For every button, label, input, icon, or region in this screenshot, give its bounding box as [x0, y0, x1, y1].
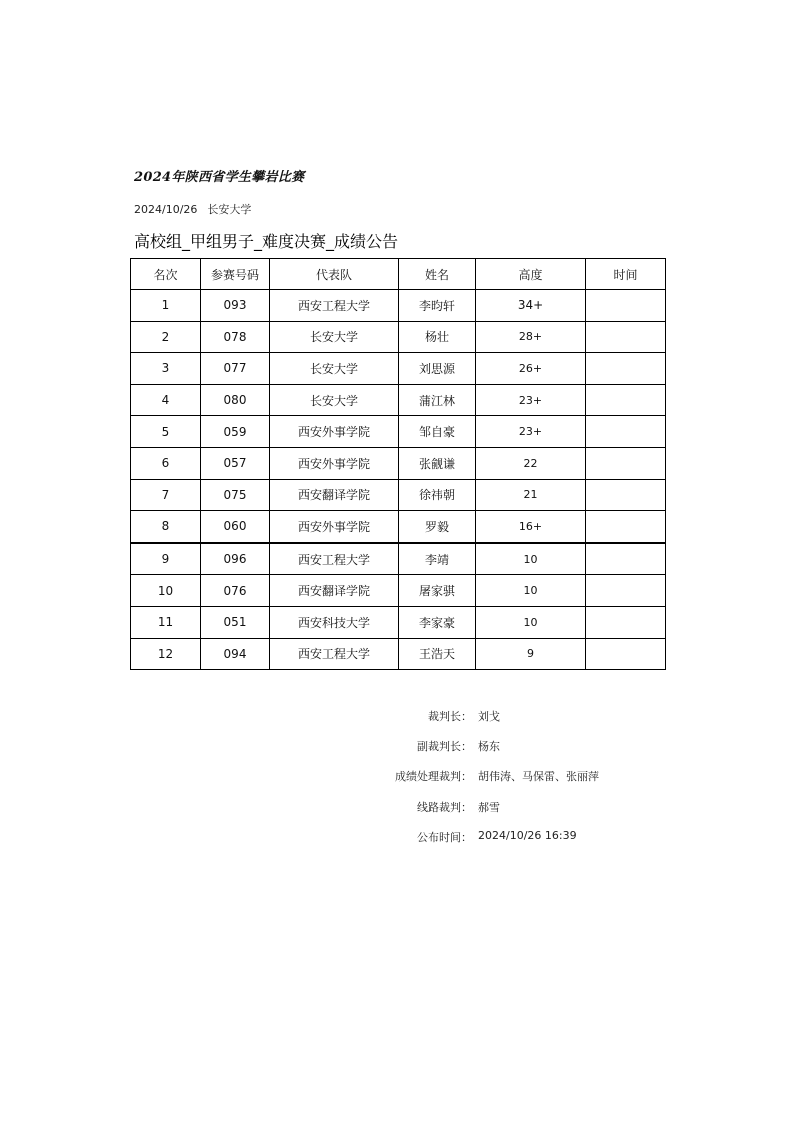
team-cell: 西安外事学院 — [270, 416, 399, 448]
athlete-name-cell: 蒲江林 — [399, 384, 476, 416]
bib-cell: 076 — [201, 575, 270, 607]
official-value: 杨东 — [478, 740, 500, 754]
time-cell — [586, 638, 666, 670]
bib-cell: 078 — [201, 321, 270, 353]
team-cell: 西安科技大学 — [270, 606, 399, 638]
document-title: 高校组_甲组男子_难度决赛_成绩公告 — [134, 232, 399, 251]
height-cell: 23+ — [476, 384, 586, 416]
height-cell: 10 — [476, 575, 586, 607]
official-label: 裁判长： — [428, 710, 472, 723]
athlete-name-cell: 屠家骐 — [399, 575, 476, 607]
time-cell — [586, 353, 666, 385]
table-row — [131, 447, 666, 479]
height-cell: 10 — [476, 606, 586, 638]
team-cell: 西安工程大学 — [270, 543, 399, 575]
column-header-time: 时间 — [586, 259, 666, 290]
athlete-name-cell: 刘思源 — [399, 353, 476, 385]
time-cell — [586, 479, 666, 511]
team-cell: 西安翻译学院 — [270, 479, 399, 511]
column-header-height: 高度 — [476, 259, 586, 290]
table-row — [131, 290, 666, 322]
table-row — [131, 511, 666, 543]
team-cell: 长安大学 — [270, 384, 399, 416]
height-cell: 26+ — [476, 353, 586, 385]
bib-cell: 096 — [201, 543, 270, 575]
rank-cell: 1 — [131, 290, 201, 322]
rank-cell: 6 — [131, 447, 201, 479]
bib-cell: 094 — [201, 638, 270, 670]
bib-cell: 051 — [201, 606, 270, 638]
column-header-name: 姓名 — [399, 259, 476, 290]
table-row — [131, 479, 666, 511]
bib-cell: 057 — [201, 447, 270, 479]
time-cell — [586, 384, 666, 416]
official-label: 成绩处理裁判： — [395, 770, 472, 784]
rank-cell: 9 — [131, 543, 201, 575]
official-deputy-chief-judge — [360, 738, 599, 768]
time-cell — [586, 321, 666, 353]
official-value: 郝雪 — [478, 800, 500, 814]
team-cell: 长安大学 — [270, 353, 399, 385]
official-value: 胡伟涛、马保雷、张丽萍 — [478, 770, 599, 784]
time-cell — [586, 575, 666, 607]
column-header-bib: 参赛号码 — [201, 259, 270, 290]
table-row — [131, 416, 666, 448]
height-cell: 34+ — [476, 290, 586, 322]
team-cell: 西安工程大学 — [270, 290, 399, 322]
bib-cell: 060 — [201, 511, 270, 543]
height-cell: 21 — [476, 479, 586, 511]
athlete-name-cell: 李家豪 — [399, 606, 476, 638]
bib-cell: 080 — [201, 384, 270, 416]
official-chief-judge — [360, 708, 599, 738]
athlete-name-cell: 罗毅 — [399, 511, 476, 543]
column-header-team: 代表队 — [270, 259, 399, 290]
rank-cell: 10 — [131, 575, 201, 607]
athlete-name-cell: 李靖 — [399, 543, 476, 575]
time-cell — [586, 606, 666, 638]
rank-cell: 7 — [131, 479, 201, 511]
athlete-name-cell: 王浩天 — [399, 638, 476, 670]
team-cell: 西安外事学院 — [270, 511, 399, 543]
table-row — [131, 638, 666, 670]
height-cell: 28+ — [476, 321, 586, 353]
table-header-row — [131, 259, 666, 290]
table-row — [131, 384, 666, 416]
table-row — [131, 543, 666, 575]
table-row — [131, 575, 666, 607]
rank-cell: 2 — [131, 321, 201, 353]
height-cell: 16+ — [476, 511, 586, 543]
event-title: 2024年陕西省学生攀岩比赛 — [134, 170, 305, 185]
height-cell: 10 — [476, 543, 586, 575]
athlete-name-cell: 杨壮 — [399, 321, 476, 353]
athlete-name-cell: 邹自豪 — [399, 416, 476, 448]
team-cell: 西安工程大学 — [270, 638, 399, 670]
bib-cell: 077 — [201, 353, 270, 385]
table-row — [131, 321, 666, 353]
athlete-name-cell: 李昀轩 — [399, 290, 476, 322]
rank-cell: 12 — [131, 638, 201, 670]
rank-cell: 5 — [131, 416, 201, 448]
team-cell: 长安大学 — [270, 321, 399, 353]
results-table — [130, 258, 666, 670]
time-cell — [586, 511, 666, 543]
time-cell — [586, 290, 666, 322]
time-cell — [586, 447, 666, 479]
rank-cell: 3 — [131, 353, 201, 385]
official-route-judge — [360, 799, 599, 829]
official-value: 2024/10/26 16:39 — [478, 828, 577, 842]
official-label: 副裁判长： — [417, 740, 472, 754]
column-header-rank: 名次 — [131, 259, 201, 290]
bib-cell: 075 — [201, 479, 270, 511]
height-cell: 23+ — [476, 416, 586, 448]
time-cell — [586, 416, 666, 448]
rank-cell: 11 — [131, 606, 201, 638]
official-label: 线路裁判： — [417, 800, 472, 814]
table-row — [131, 606, 666, 638]
bib-cell: 059 — [201, 416, 270, 448]
team-cell: 西安外事学院 — [270, 447, 399, 479]
bib-cell: 093 — [201, 290, 270, 322]
table-row — [131, 353, 666, 385]
official-label: 公布时间： — [417, 830, 472, 844]
official-results-judges — [360, 768, 599, 798]
rank-cell: 4 — [131, 384, 201, 416]
event-date: 2024/10/26 — [134, 203, 198, 216]
athlete-name-cell: 张觎谦 — [399, 447, 476, 479]
athlete-name-cell: 徐祎朝 — [399, 479, 476, 511]
official-value: 刘戈 — [478, 710, 500, 723]
height-cell: 22 — [476, 447, 586, 479]
height-cell: 9 — [476, 638, 586, 670]
rank-cell: 8 — [131, 511, 201, 543]
event-venue: 长安大学 — [207, 203, 252, 216]
date-venue-line — [134, 201, 251, 217]
official-publish-time — [360, 829, 599, 859]
team-cell: 西安翻译学院 — [270, 575, 399, 607]
officials-block — [360, 708, 599, 859]
time-cell — [586, 543, 666, 575]
